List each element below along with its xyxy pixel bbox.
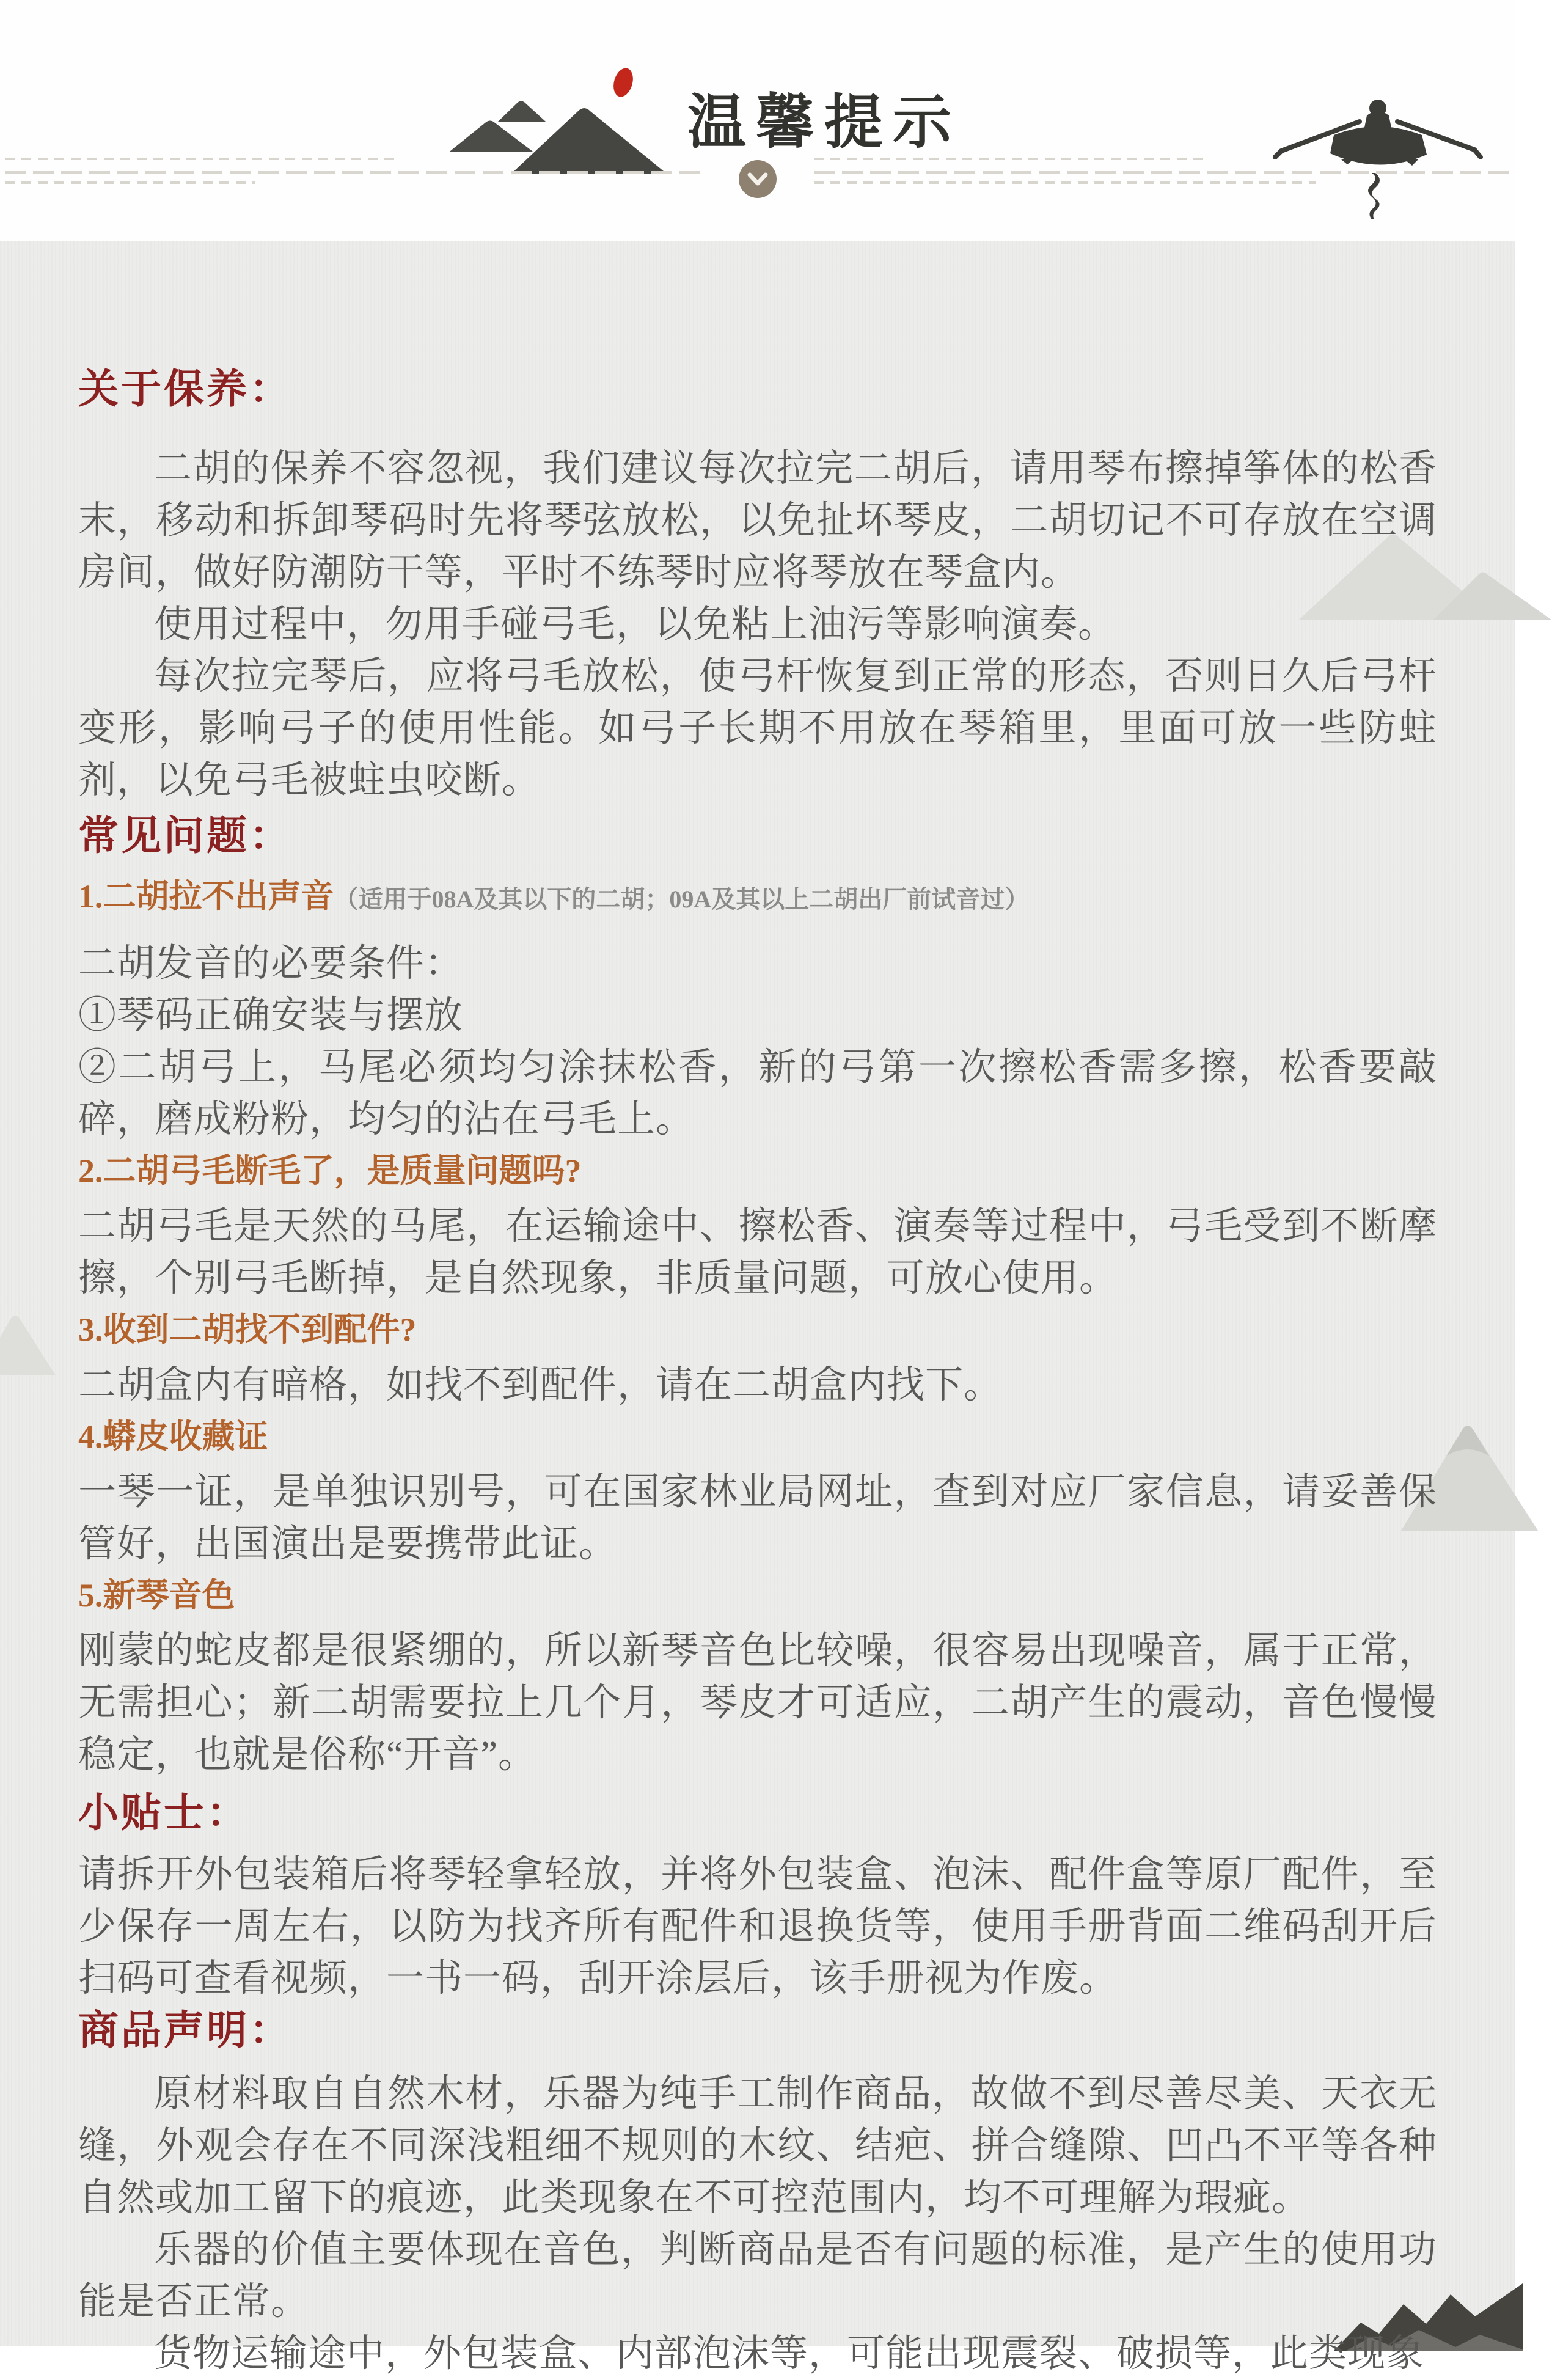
faq-item xyxy=(78,1308,1437,1412)
faq-item-title xyxy=(78,1149,1437,1192)
content-card xyxy=(0,241,1515,2375)
faq-item-body: ①琴码正确安装与摆放 xyxy=(78,995,464,1036)
faq-item-title xyxy=(78,1308,1437,1351)
faq-item xyxy=(78,875,1437,1146)
chevron-down-icon xyxy=(739,160,777,198)
content xyxy=(0,241,1515,2380)
section-faq xyxy=(78,810,1437,1781)
faq-heading: 常见问题： xyxy=(78,814,292,859)
care-paragraph: 使用过程中，勿用手碰弓毛，以免粘上油污等影响演奏。 xyxy=(154,604,1117,645)
care-paragraph: 二胡的保养不容忽视，我们建议每次拉完二胡后，请用琴布擦掉筝体的松香末，移动和拆卸琴码时先将琴弦放松，以免扯坏琴皮，二胡切记不可存放在空调房间，做好防潮防干等，平时不练琴时应将琴放在琴盒内。 xyxy=(78,448,1437,593)
faq-item-body: 二胡发音的必要条件： xyxy=(78,943,464,984)
dash-row xyxy=(5,181,255,184)
faq-item-title-text: 5.新琴音色 xyxy=(78,1577,235,1614)
dash-row xyxy=(814,181,1316,184)
section-statement xyxy=(78,2005,1437,2380)
dash-row xyxy=(814,171,1510,174)
page-title: 温馨提示 xyxy=(687,90,961,155)
ornament-dashes-right xyxy=(814,158,1510,184)
care-heading: 关于保养： xyxy=(78,367,292,412)
faq-item xyxy=(78,1574,1437,1781)
faq-item-body: 刚蒙的蛇皮都是很紧绷的，所以新琴音色比较噪，很容易出现噪音，属于正常，无需担心；新二胡需要拉上几个月，琴皮才可适应，二胡产生的震动，音色慢慢稳定，也就是俗称“开音”。 xyxy=(78,1630,1437,1776)
statement-paragraph: 乐器的价值主要体现在音色，判断商品是否有问题的标准，是产生的使用功能是否正常。 xyxy=(78,2229,1437,2323)
faq-item-body: 二胡弓毛是天然的马尾，在运输途中、擦松香、演奏等过程中，弓毛受到不断摩擦，个别弓毛断掉，是自然现象，非质量问题，可放心使用。 xyxy=(78,1206,1437,1299)
fishing-boat-icon xyxy=(1268,76,1488,223)
tips-heading: 小贴士： xyxy=(78,1791,249,1836)
faq-item xyxy=(78,1415,1437,1570)
faq-item-title-text: 1.二胡拉不出声音 xyxy=(78,878,334,915)
tips-paragraph: 请拆开外包装箱后将琴轻拿轻放，并将外包装盒、泡沫、配件盒等原厂配件，至少保存一周左右，以防为找齐所有配件和退换货等，使用手册背面二维码刮开后扫码可查看视频，一书一码，刮开涂层后，该手册视为作废。 xyxy=(78,1854,1437,1999)
header xyxy=(0,0,1515,241)
statement-paragraph: 原材料取自自然木材，乐器为纯手工制作商品，故做不到尽善尽美、天衣无缝，外观会存在不同深浅粗细不规则的木纹、结疤、拼合缝隙、凹凸不平等各种自然或加工留下的痕迹，此类现象在不可控范围内，均不可理解为瑕疵。 xyxy=(78,2073,1437,2219)
care-paragraph: 每次拉完琴后，应将弓毛放松，使弓杆恢复到正常的形态，否则日久后弓杆变形，影响弓子的使用性能。如弓子长期不用放在琴箱里，里面可放一些防蛀剂，以免弓毛被蛀虫咬断。 xyxy=(78,656,1437,801)
section-care xyxy=(78,364,1437,807)
dash-row xyxy=(814,158,1204,160)
faq-item-title xyxy=(78,1415,1437,1458)
section-tips xyxy=(78,1787,1437,2005)
faq-item-title-text: 4.蟒皮收藏证 xyxy=(78,1418,268,1455)
dash-row xyxy=(5,158,395,160)
faq-item-title xyxy=(78,1574,1437,1617)
faq-item-title xyxy=(78,875,1437,921)
faq-item-body: ②二胡弓上，马尾必须均匀涂抹松香，新的弓第一次擦松香需多擦，松香要敲碎，磨成粉粉，均匀的沾在弓毛上。 xyxy=(78,1047,1437,1140)
faq-item-title-text: 2.二胡弓毛断毛了，是质量问题吗? xyxy=(78,1152,582,1189)
ornament-dashes-left xyxy=(5,158,701,184)
faq-item xyxy=(78,1149,1437,1305)
faq-item-note: （适用于08A及其以下的二胡；09A及其以上二胡出厂前试音过） xyxy=(334,885,1030,913)
statement-heading: 商品声明： xyxy=(78,2008,292,2053)
statement-paragraph-cutoff: 货物运输途中，外包装盒、内部泡沫等，可能出现震裂、破损等，此类现象 xyxy=(154,2333,1425,2375)
faq-item-body: 二胡盒内有暗格，如找不到配件，请在二胡盒内找下。 xyxy=(78,1364,1003,1406)
dash-row xyxy=(5,171,701,174)
faq-item-title-text: 3.收到二胡找不到配件? xyxy=(78,1311,417,1348)
faq-item-body: 一琴一证，是单独识别号，可在国家林业局网址，查到对应厂家信息，请妥善保管好，出国演出是要携带此证。 xyxy=(78,1471,1437,1565)
